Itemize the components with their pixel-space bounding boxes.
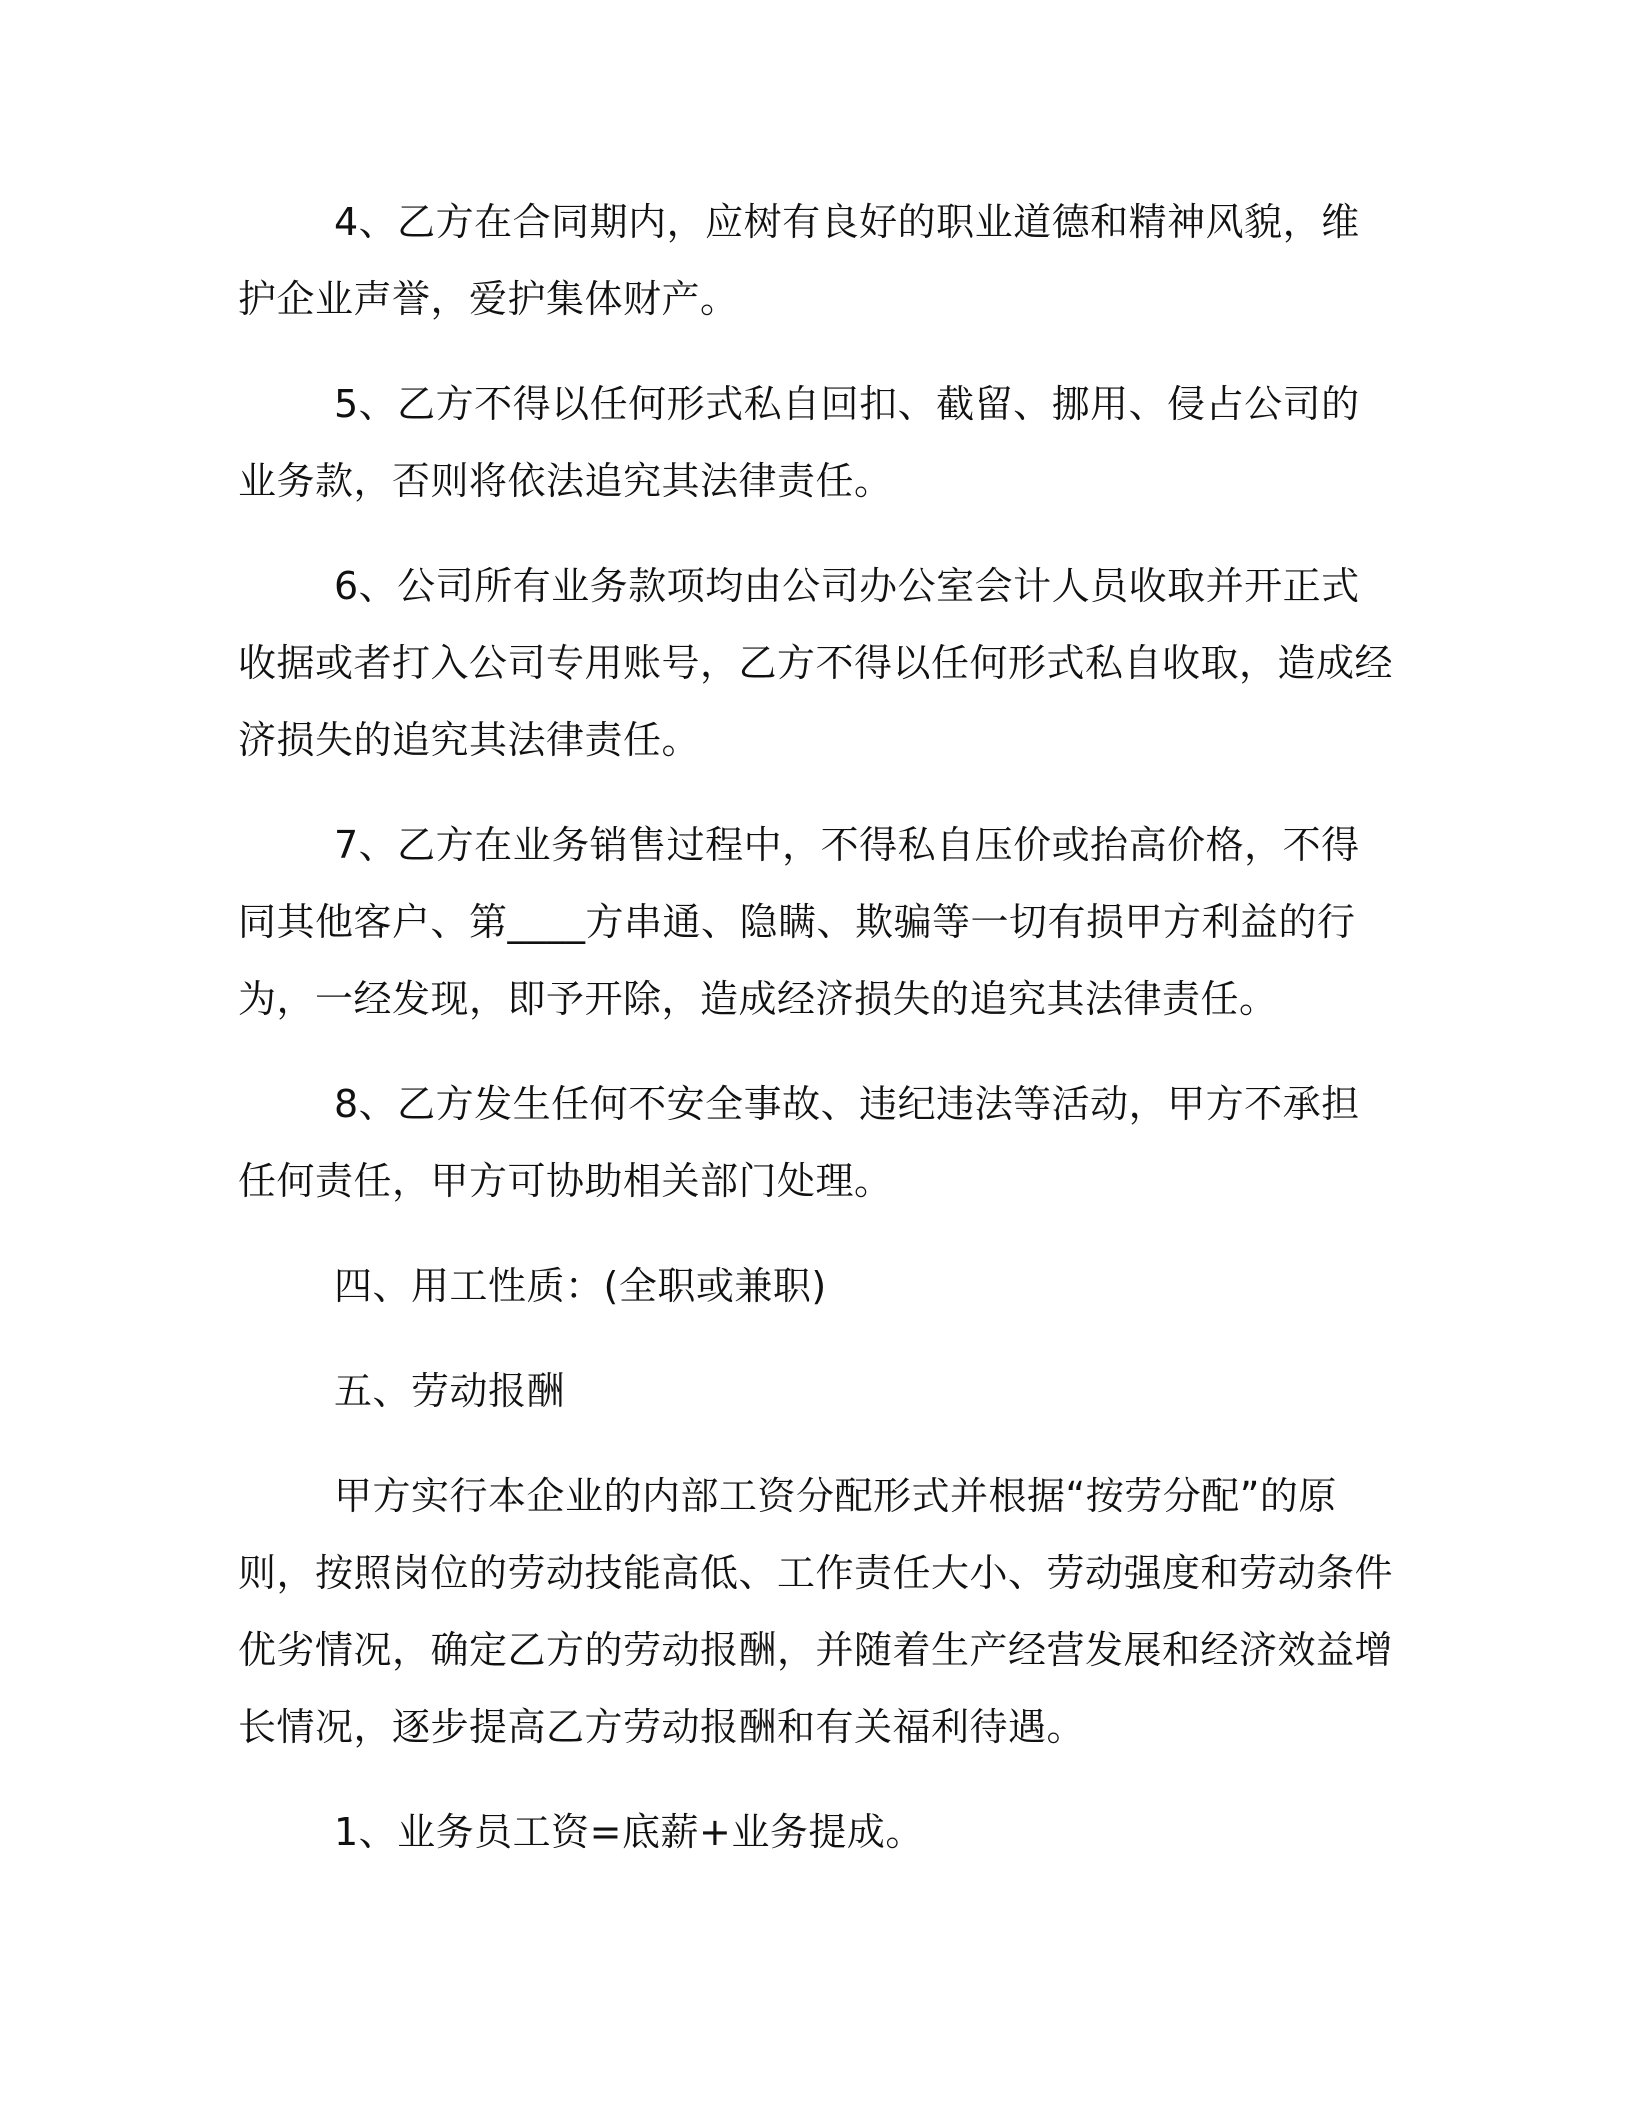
clause-7-paragraph: 7、乙方在业务销售过程中，不得私自压价或抬高价格，不得同其他客户、第____方串通、隐瞒、欺骗等一切有损甲方利益的行为，一经发现，即予开除，造成经济损失的追究其法律责任。: [238, 823, 1360, 1021]
remuneration-heading: 五、劳动报酬: [334, 1369, 566, 1413]
remuneration-paragraph: 甲方实行本企业的内部工资分配形式并根据“按劳分配”的原则，按照岗位的劳动技能高低、工作责任大小、劳动强度和劳动条件优劣情况，确定乙方的劳动报酬，并随着生产经营发展和经济效益增长情况，逐步提高乙方劳动报酬和有关福利待遇。: [238, 1474, 1394, 1749]
clause-6-paragraph: 6、公司所有业务款项均由公司办公室会计人员收取并开正式收据或者打入公司专用账号，乙方不得以任何形式私自收取，造成经济损失的追究其法律责任。: [238, 564, 1394, 762]
document-body: [238, 184, 1398, 1871]
clause-5-paragraph: 5、乙方不得以任何形式私自回扣、截留、挪用、侵占公司的业务款，否则将依法追究其法律责任。: [238, 382, 1360, 503]
clause-4-paragraph: 4、乙方在合同期内，应树有良好的职业道德和精神风貌，维护企业声誉，爱护集体财产。: [238, 200, 1360, 321]
employment-type-heading: 四、用工性质：(全职或兼职): [334, 1264, 827, 1308]
clause-8-paragraph: 8、乙方发生任何不安全事故、违纪违法等活动，甲方不承担任何责任，甲方可协助相关部门处理。: [238, 1082, 1360, 1203]
salary-formula-paragraph: 1、业务员工资=底薪+业务提成。: [334, 1810, 924, 1854]
